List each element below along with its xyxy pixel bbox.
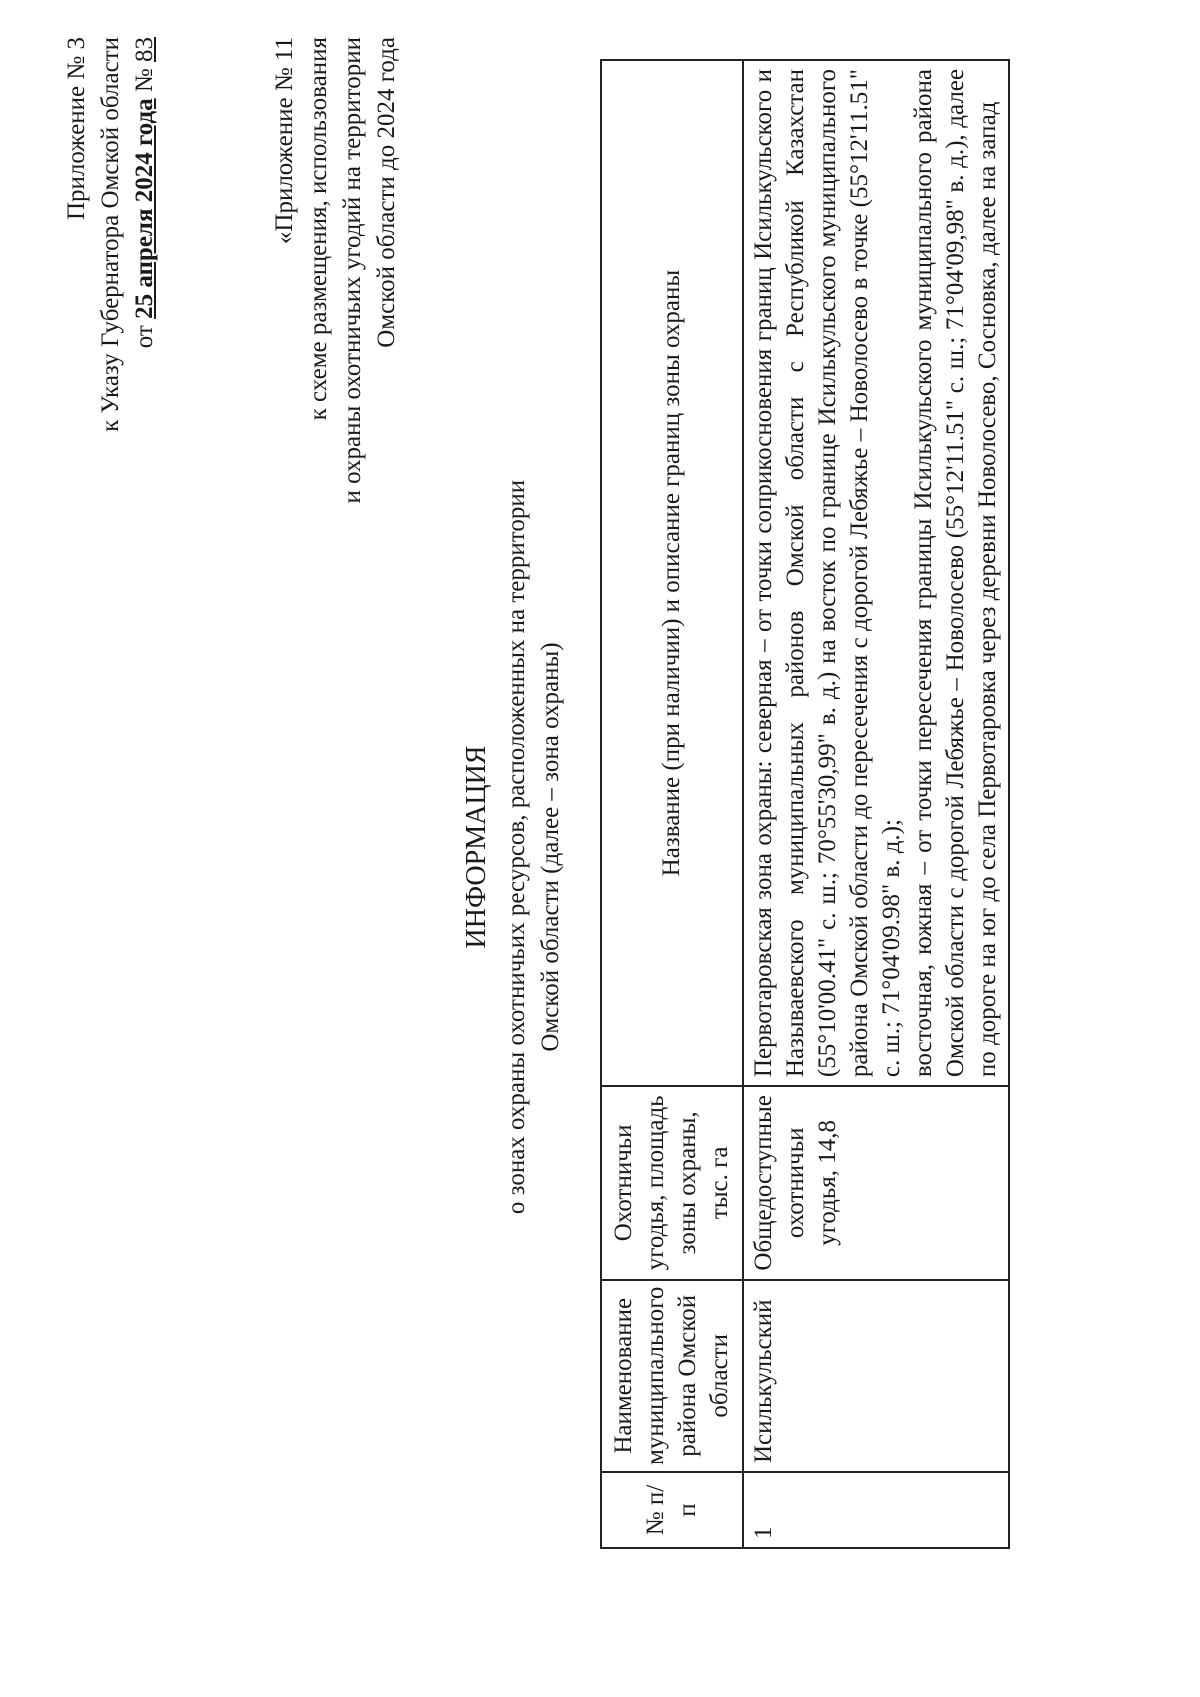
description-northern: Первотаровская зона охраны: северная – от точки соприкосновения границ Исилькульского и Называевского муниципальных районов Омской области с Республикой Казахстан (55°10'00.41" с. ш.; 70°55'30,99" в. д.) на восток по границе Исилькульского муниципального района Омской области до пересечения с дорогой Лебяжье – Новолосево в точке (55°12'11.51" с. ш.; 71°04'09.98" в. д.); xyxy=(750,69,905,1078)
header-num: № п/п xyxy=(601,1472,743,1548)
cell-num: 1 xyxy=(743,1472,1009,1548)
approval-date-line xyxy=(128,37,162,457)
header-district: Наименование муниципального района Омской области xyxy=(601,1280,743,1472)
table-header-row xyxy=(601,60,743,1548)
approval-line-2: к Указу Губернатора Омской области xyxy=(97,37,124,432)
subtitle-line-1: о зонах охраны охотничьих ресурсов, расположенных на территории xyxy=(503,479,530,1215)
schema-line-2: к схеме размещения, использования xyxy=(305,37,332,421)
cell-description xyxy=(743,60,1009,1086)
document-title: ИНФОРМАЦИЯ xyxy=(461,745,492,949)
header-description: Название (при наличии) и описание границ зоны охраны xyxy=(601,60,743,1086)
number-prefix: № xyxy=(131,68,158,93)
decree-date: 25 апреля 2024 года xyxy=(131,98,158,319)
document-subtitle xyxy=(500,0,568,1697)
description-eastern-southern: восточная, южная – от точки пересечения границы Исилькульского муниципального района Омской области с дорогой Лебяжье – Новолосево (55°12'11.51" с. ш.; 71°04'09,98" в. д.), далее по дороге на юг до села Первотаровка через деревни Новолосево, Сосновка, далее на запад xyxy=(910,69,1001,1078)
approval-line-1: Приложение № 3 xyxy=(63,37,90,221)
table-row xyxy=(743,60,1009,1548)
schema-line-1: «Приложение № 11 xyxy=(271,37,298,245)
zones-table xyxy=(600,59,1010,1549)
approval-block xyxy=(60,37,162,457)
schema-line-3: и охраны охотничьих угодий на территории xyxy=(339,37,366,504)
subtitle-line-2: Омской области (далее – зона охраны) xyxy=(537,642,564,1052)
header-lands: Охотничьи угодья, площадь зоны охраны, тыс. га xyxy=(601,1086,743,1279)
cell-lands: Общедоступные охотничьи угодья, 14,8 xyxy=(743,1086,1009,1279)
schema-line-4: Омской области до 2024 года xyxy=(373,37,400,348)
schema-reference xyxy=(268,37,404,537)
date-prefix: от xyxy=(131,325,158,349)
cell-district: Исилькульский xyxy=(743,1280,1009,1472)
decree-number: 83 xyxy=(131,37,158,62)
